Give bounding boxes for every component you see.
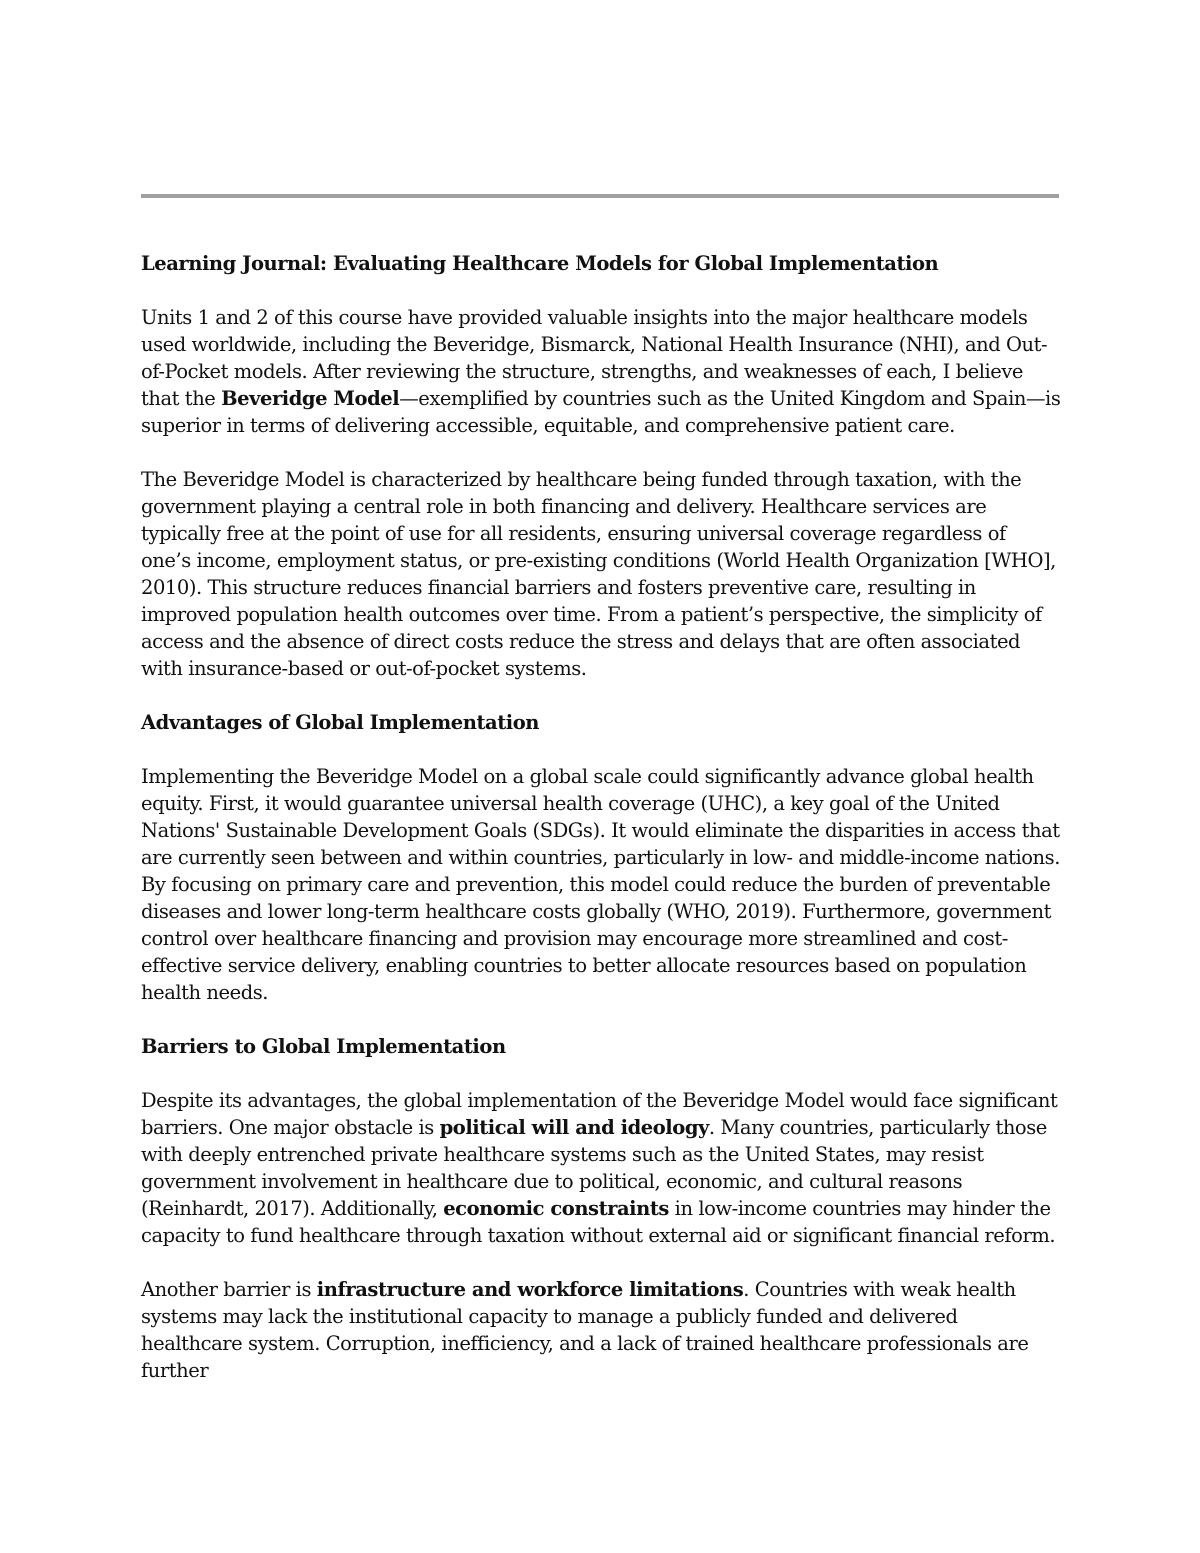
intro-bold-beveridge: Beveridge Model (221, 387, 400, 410)
horizontal-rule (141, 194, 1059, 198)
barriers-paragraph-2 (141, 1276, 1061, 1384)
document-title: Learning Journal: Evaluating Healthcare Models for Global Implementation (141, 252, 939, 275)
model-description-paragraph: The Beveridge Model is characterized by healthcare being funded through taxation, with the government playing a central role in both financing and delivery. Healthcare services are typically free at the point of use for all residents, ensuring universal coverage regardless of one’s income, employment status, or pre-existing conditions (World Health Organization [WHO], 2010). This structure reduces financial barriers and fosters preventive care, resulting in improved population health outcomes over time. From a patient’s perspective, the simplicity of access and the absence of direct costs reduce the stress and delays that are often associated with insurance-based or out-of-pocket systems. (141, 468, 1056, 680)
barriers-p1-text-1: Despite its advantages, the global implementation of the Beveridge Model would face significant barriers. One major obstacle is (141, 1089, 1058, 1139)
barriers-p1-bold-political: political will and ideology (439, 1116, 709, 1139)
advantages-heading: Advantages of Global Implementation (141, 711, 539, 734)
barriers-p2-text-2: . Countries with weak health systems may lack the institutional capacity to manage a publicly funded and delivered healthcare system. Corruption, inefficiency, and a lack of trained healthcare professionals are further (141, 1278, 1029, 1382)
barriers-p2-text-1: Another barrier is (141, 1278, 317, 1301)
barriers-p1-text-3: in low-income countries may hinder the capacity to fund healthcare through taxation without external aid or significant financial reform. (141, 1197, 1056, 1247)
barriers-p1-bold-economic: economic constraints (443, 1197, 669, 1220)
barriers-p1-text-2: . Many countries, particularly those with deeply entrenched private healthcare systems such as the United States, may resist government involvement in healthcare due to political, economic, and cultural reasons (Reinhardt, 2017). Additionally, (141, 1116, 1047, 1220)
intro-text-1: Units 1 and 2 of this course have provided valuable insights into the major healthcare models used worldwide, including the Beveridge, Bismarck, National Health Insurance (NHI), and Out-of-Pocket models. After reviewing the structure, strengths, and weaknesses of each, I believe that the (141, 306, 1048, 410)
barriers-p2-bold-infrastructure: infrastructure and workforce limitations (316, 1278, 744, 1301)
document-body (141, 250, 1061, 1411)
advantages-paragraph: Implementing the Beveridge Model on a global scale could significantly advance global health equity. First, it would guarantee universal health coverage (UHC), a key goal of the United Nations' Sustainable Development Goals (SDGs). It would eliminate the disparities in access that are currently seen between and within countries, particularly in low- and middle-income nations. By focusing on primary care and prevention, this model could reduce the burden of preventable diseases and lower long-term healthcare costs globally (WHO, 2019). Furthermore, government control over healthcare financing and provision may encourage more streamlined and cost-effective service delivery, enabling countries to better allocate resources based on population health needs. (141, 765, 1060, 1004)
barriers-paragraph-1 (141, 1087, 1061, 1249)
intro-paragraph (141, 304, 1061, 439)
intro-text-2: —exemplified by countries such as the United Kingdom and Spain—is superior in terms of delivering accessible, equitable, and comprehensive patient care. (141, 387, 1061, 437)
barriers-heading: Barriers to Global Implementation (141, 1035, 506, 1058)
